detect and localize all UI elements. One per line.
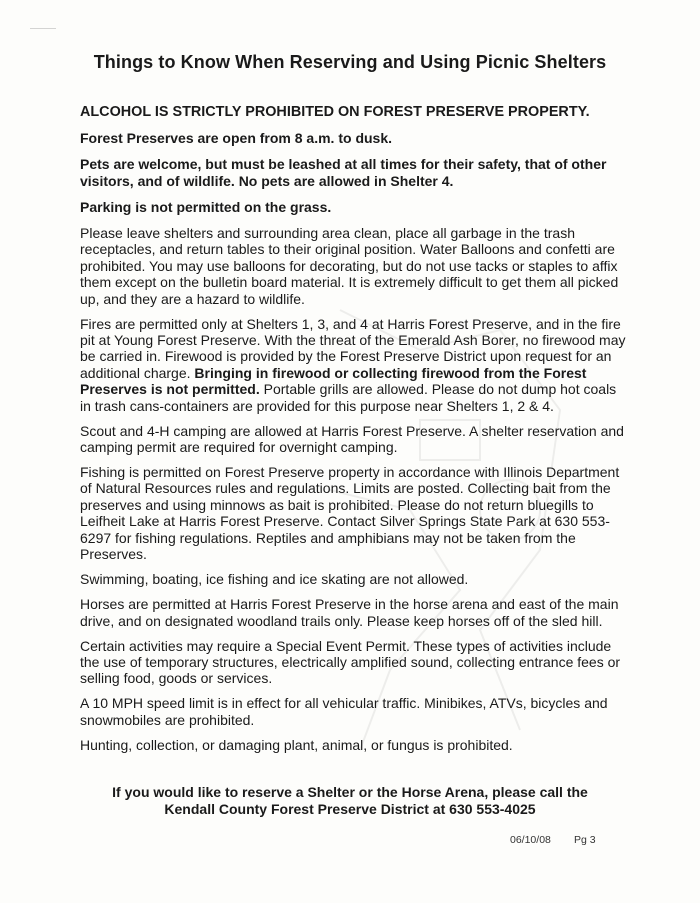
speed-limit-rule: A 10 MPH speed limit is in effect for all vehicular traffic. Minibikes, ATVs, bicycles and snowmobiles are prohibited. (80, 695, 608, 728)
footer-page-number: Pg 3 (574, 834, 596, 846)
fires-rule (80, 316, 630, 414)
reservation-contact-line-2: Kendall County Forest Preserve District at 630 553-4025 (164, 801, 536, 817)
cleanup-rule: Please leave shelters and surrounding area clean, place all garbage in the trash receptacles, and return tables to their original position. Water Balloons and confetti are prohibited. You may use balloons for decorating, but do not use tacks or staples to affix them except on the bulletin board material. It is extremely difficult to get them all picked up, and they are a hazard to wildlife. (80, 225, 619, 307)
scan-mark (30, 22, 56, 29)
rules-body (80, 104, 630, 762)
hours-rule: Forest Preserves are open from 8 a.m. to dusk. (80, 130, 393, 146)
special-events-rule: Certain activities may require a Special Event Permit. These types of activities include the use of temporary structures, electrically amplified sound, collecting entrance fees or selling food, goods or services. (80, 637, 621, 687)
horses-rule: Horses are permitted at Harris Forest Preserve in the horse arena and east of the main drive, and on designated woodland trails only. Please keep horses off of the sled hill. (80, 596, 619, 629)
alcohol-rule: ALCOHOL IS STRICTLY PROHIBITED ON FOREST PRESERVE PROPERTY. (80, 104, 590, 120)
camping-rule: Scout and 4-H camping are allowed at Harris Forest Preserve. A shelter reservation and camping permit are required for overnight camping. (80, 422, 624, 456)
fires-rule-text-2: Portable grills are allowed. Please do not dump hot coals in trash cans-containers are provided for this purpose near Shelters 1, 2 & 4. (80, 381, 617, 414)
fires-rule-bold-text: Bringing in firewood or collecting firewood from the Forest Preserves is not permitted. (80, 364, 587, 398)
footer-date: 06/10/08 (510, 834, 551, 846)
reservation-contact (0, 784, 700, 818)
pets-rule: Pets are welcome, but must be leashed at all times for their safety, that of other visitors, and of wildlife. No pets are allowed in Shelter 4. (80, 156, 607, 189)
page-title: Things to Know When Reserving and Using Picnic Shelters (93, 52, 607, 72)
fishing-rule: Fishing is permitted on Forest Preserve property in accordance with Illinois Department of Natural Resources rules and regulations. Limits are posted. Collecting bait from the preserves and using minnows as bait is prohibited. Please do not return bluegills to Leifheit Lake at Harris Forest Preserve. Contact Silver Springs State Park at 630 553-6297 for fishing regulations. Reptiles and amphibians may not be taken from the Preserves. (80, 464, 620, 563)
reservation-contact-line-1: If you would like to reserve a Shelter or the Horse Arena, please call the (112, 784, 588, 800)
fires-rule-text-1: Fires are permitted only at Shelters 1, 3, and 4 at Harris Forest Preserve, and in the fire pit at Young Forest Preserve. With the threat of the Emerald Ash Borer, no firewood may be carried in. Firewood is provided by the Forest Preserve District upon request for an additional charge. (80, 315, 626, 381)
hunting-rule: Hunting, collection, or damaging plant, animal, or fungus is prohibited. (80, 736, 513, 753)
parking-rule: Parking is not permitted on the grass. (80, 199, 332, 215)
swimming-rule: Swimming, boating, ice fishing and ice skating are not allowed. (80, 571, 469, 588)
